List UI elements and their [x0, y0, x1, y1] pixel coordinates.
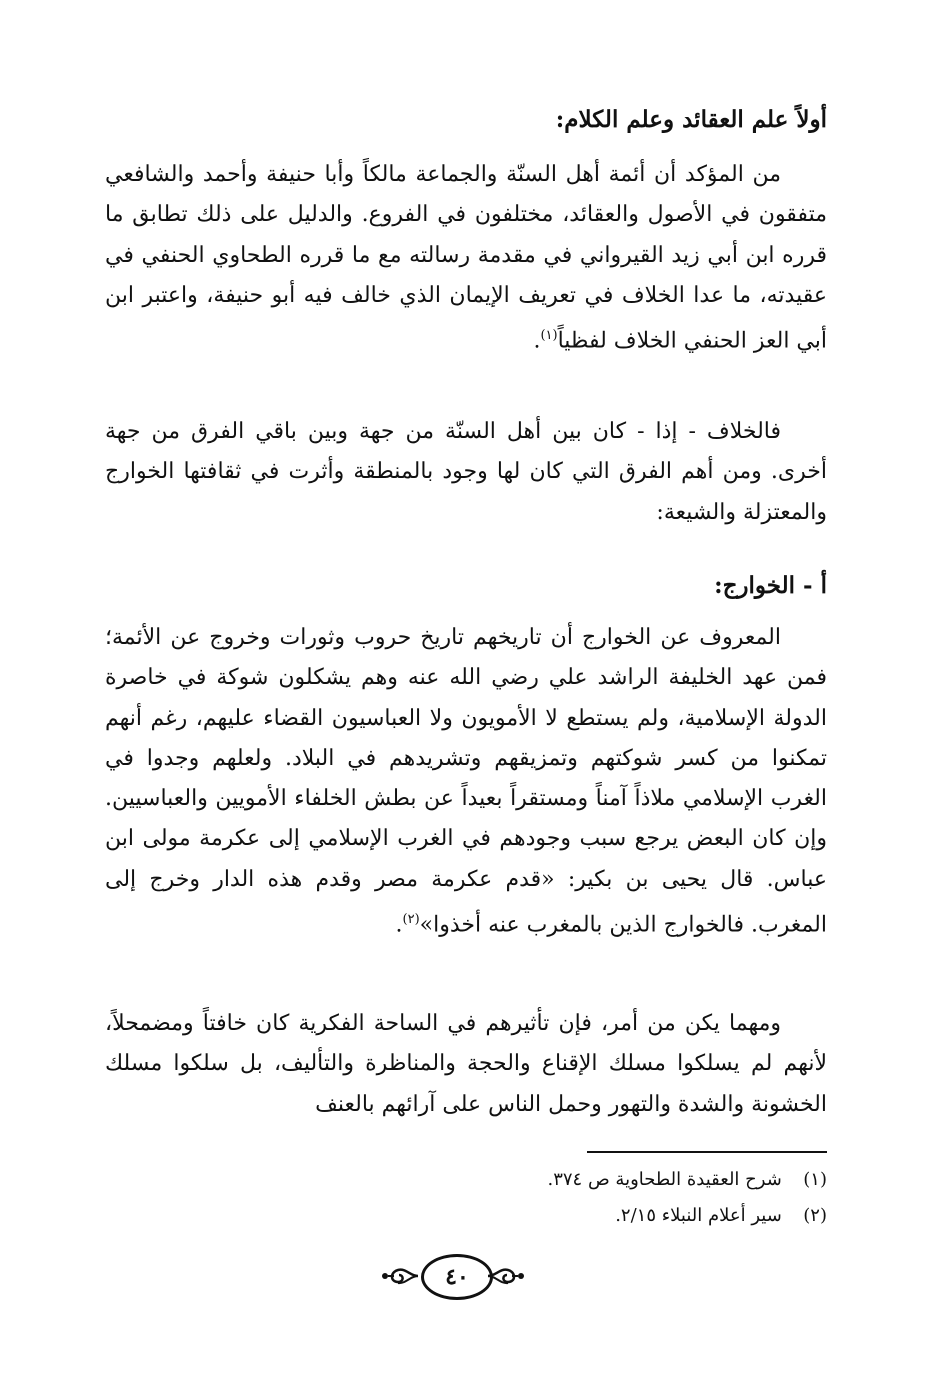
paragraph-1 [105, 155, 827, 362]
footnote-ref-1[interactable]: (١) [540, 328, 558, 344]
paragraph-1-end: . [533, 328, 541, 354]
paragraph-2 [105, 412, 827, 533]
right-flourish-icon [486, 1262, 526, 1290]
page-number: ٤٠ [421, 1254, 493, 1300]
footnote-2 [615, 1203, 827, 1229]
footnote-2-text: سير أعلام النبلاء ٢/١٥. [615, 1205, 782, 1226]
page-number-ornament [378, 1254, 528, 1298]
footnote-separator [587, 1151, 827, 1153]
section-heading-khawarij: أ - الخوارج: [714, 572, 827, 599]
paragraph-3 [105, 618, 827, 946]
footnote-ref-2[interactable]: (٢) [402, 912, 420, 928]
left-flourish-icon [380, 1262, 420, 1290]
paragraph-4-text: ومهما يكن من أمر، فإن تأثيرهم في الساحة الفكرية كان خافتاً ومضمحلاً، لأنهم لم يسلكوا مسلك الإقناع والحجة والمناظرة والتأليف، بل سلكوا مسلك الخشونة والشدة والتهور وحمل الناس على آرائهم بالعنف [105, 1011, 827, 1117]
paragraph-1-text: من المؤكد أن أئمة أهل السنّة والجماعة مالكاً وأبا حنيفة وأحمد والشافعي متفقون في الأصول والعقائد، مختلفون في الفروع. والدليل على ذلك تطابق ما قرره ابن أبي زيد القيرواني في مقدمة رسالته مع ما قرره الطحاوي الحنفي في عقيدته، ما عدا الخلاف في تعريف الإيمان الذي خالف فيه أبو حنيفة، واعتبر ابن أبي العز الحنفي الخلاف لفظياً [105, 162, 827, 354]
footnote-1-text: شرح العقيدة الطحاوية ص ٣٧٤. [547, 1169, 782, 1190]
footnote-1-number: (١) [803, 1169, 827, 1190]
footnote-2-number: (٢) [803, 1205, 827, 1226]
paragraph-3-end: . [395, 912, 403, 938]
footnote-1 [547, 1167, 827, 1193]
paragraph-2-text: فالخلاف - إذا - كان بين أهل السنّة من جهة وبين باقي الفرق من جهة أخرى. ومن أهم الفرق التي كان لها وجود بالمنطقة وأثرت في ثقافتها الخوارج والمعتزلة والشيعة: [105, 419, 827, 525]
paragraph-4 [105, 1004, 827, 1125]
paragraph-3-text: المعروف عن الخوارج أن تاريخهم تاريخ حروب وثورات وخروج عن الأئمة؛ فمن عهد الخليفة الراشد علي رضي الله عنه وهم يشكلون شوكة في خاصرة الدولة الإسلامية، ولم يستطع لا الأمويون ولا العباسيون القضاء عليهم، رغم أنهم تمكنوا من كسر شوكتهم وتمزيقهم وتشريدهم في البلاد. ولعلهم وجدوا في الغرب الإسلامي ملاذاً آمناً ومستقراً بعيداً عن بطش الخلفاء الأمويين والعباسيين. وإن كان البعض يرجع سبب وجودهم في الغرب الإسلامي إلى عكرمة مولى ابن عباس. قال يحيى بن بكير: «قدم عكرمة مصر وقدم هذه الدار وخرج إلى المغرب. فالخوارج الذين بالمغرب عنه أخذوا» [105, 625, 827, 938]
section-heading-beliefs: أولاً علم العقائد وعلم الكلام: [555, 106, 827, 133]
